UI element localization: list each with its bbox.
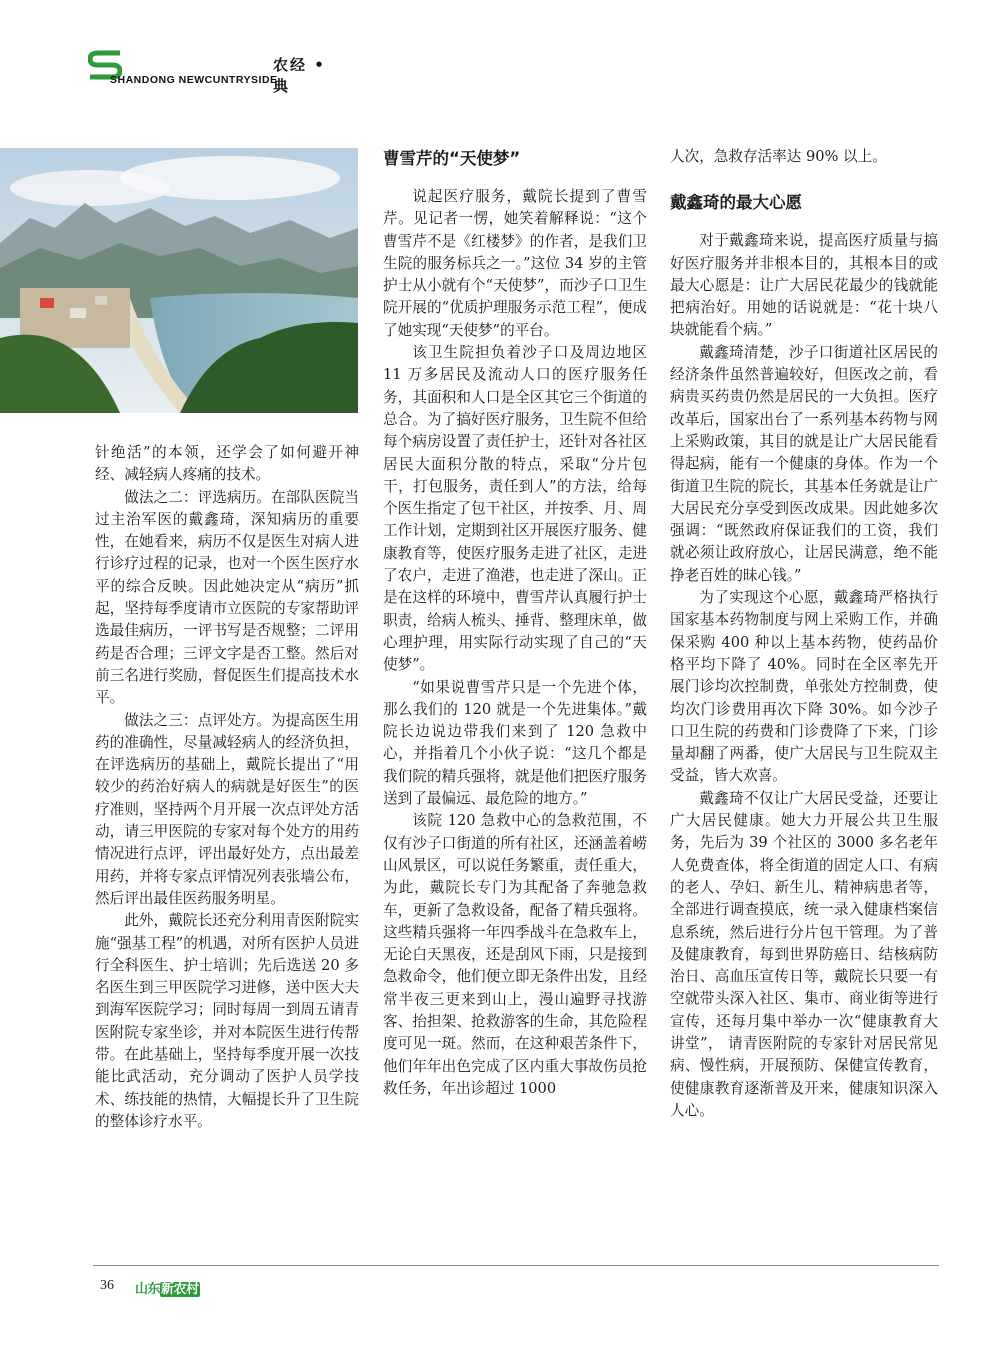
paragraph: 该卫生院担负着沙子口及周边地区 11 万多居民及流动人口的医疗服务任务，其面积和人口是全区其它三个街道的总合。为了搞好医疗服务，卫生院不但给每个病房设置了责任护士，还针对各社区居民大面积分散的特点，采取“分片包干，打包服务，责任到人”的方法，给每个医生指定了包干社区，并按季、月、周工作计划，定期到社区开展医疗服务、健康教育等，使医疗服务走进了社区，走进了农户，走进了渔港，也走进了深山。正是在这样的环境中，曹雪芹认真履行护士职责，给病人梳头、捶背、整理床单，做心理护理，用实际行动实现了自己的“天使梦”。 — [383, 344, 647, 674]
paragraph: “如果说曹雪芹只是一个先进个体，那么我们的 120 就是一个先进集体。”戴院长边说边带我们来到了 120 急救中心，并指着几个小伙子说：“这几个都是我们院的精兵强将，就是他们把医疗服务送到了最偏远、最危险的地方。” — [383, 678, 647, 808]
header-brand-text: SHANDONG NEWCUNTRYSIDE — [110, 74, 278, 86]
landscape-photo-icon — [0, 148, 358, 413]
section-heading: 曹雪芹的“天使梦” — [383, 149, 521, 168]
header-section-title: 农经 • 典 — [273, 56, 326, 95]
paragraph: 人次，急救存活率达 90% 以上。 — [670, 148, 887, 165]
paragraph: 做法之二：评选病历。在部队医院当过主治军医的戴鑫琦，深知病历的重要性，在她看来，病历不仅是医生对病人进行诊疗过程的记录，也对一个医生医疗水平的综合反映。因此她决定从“病历”抓起，坚持每季度请市立医院的专家帮助评选最佳病历，一评书写是否规整；二评用药是否合理；三评文字是否工整。然后对前三名进行奖励，督促医生们提高技术水平。 — [95, 488, 359, 707]
magazine-logo-prefix: 山东 — [135, 1282, 161, 1297]
paragraph: 戴鑫琦不仅让广大居民受益，还要让广大居民健康。她大力开展公共卫生服务，先后为 39 个社区的 3000 多名老年人免费查体，将全街道的固定人口、有病的老人、孕妇、新生儿、精神病患者等，全部进行调查摸底，统一录入健康档案信息系统，然后进行分片包干管理。为了普及健康教育，每到世界防癌日、结核病防治日、高血压宣传日等，戴院长只要一有空就带头深入社区、集市、商业街等进行宣传，还每月集中举办一次“健康教育大讲堂”， 请青医附院的专家针对居民常见病、慢性病，开展预防、保健宣传教育，使健康教育逐渐普及开来，健康知识深入人心。 — [670, 789, 938, 1119]
paragraph: 做法之三：点评处方。为提高医生用药的准确性，尽量减轻病人的经济负担，在评选病历的基础上，戴院长提出了“用较少的药治好病人的病就是好医生”的医疗准则，坚持两个月开展一次点评处方活动，请三甲医院的专家对每个处方的用药情况进行点评，评出最好处方，点出最差用药，并将专家点评情况列表张墙公布，然后评出最佳医药服务明星。 — [95, 711, 359, 907]
paragraph: 为了实现这个心愿，戴鑫琦严格执行国家基本药物制度与网上采购工作，并确保采购 400 种以上基本药物，使药品价格平均下降了 40%。同时在全区率先开展门诊均次控制费，单张处方控制费，使均次门诊费用再次下降 30%。如今沙子口卫生院的药费和门诊费降了下来，门诊量却翻了两番，使广大居民与卫生院双主受益，皆大欢喜。 — [670, 589, 938, 785]
header-logo — [88, 48, 328, 95]
paragraph: 此外，戴院长还充分利用青医附院实施“强基工程”的机遇，对所有医护人员进行全科医生、护士培训；先后选送 20 多名医生到三甲医院学习进修，送中医大夫到海军医院学习；同时每周一到周五请青医附院专家坐诊，并对本院医生进行传帮带。在此基础上，坚持每季度开展一次技能比武活动，充分调动了医护人员学技术、练技能的热情，大幅提长升了卫生院的整体诊疗水平。 — [95, 912, 359, 1130]
paragraph: 针绝活”的本领，还学会了如何避开神经、减轻病人疼痛的技术。 — [95, 444, 359, 484]
magazine-logo — [135, 1278, 200, 1297]
paragraph: 戴鑫琦清楚，沙子口街道社区居民的经济条件虽然普遍较好，但医改之前，看病贵买药贵仍然是居民的一大负担。医疗改革后，国家出台了一系列基本药物与网上采购政策，其目的就是让广大居民能看得起病，能有一个健康的身体。作为一个街道卫生院的院长，其基本任务就是让广大居民充分享受到医改成果。因此她多次强调：“既然政府保证我们的工资，我们就必须让政府放心，让居民满意，绝不能挣老百姓的昧心钱。” — [670, 343, 938, 584]
article-column-1 — [95, 442, 359, 1133]
paragraph: 说起医疗服务，戴院长提到了曹雪芹。见记者一愣，她笑着解释说：“这个曹雪芹不是《红楼梦》的作者，是我们卫生院的服务标兵之一。”这位 34 岁的主管护士从小就有个“天使梦”，而沙子口卫生院开展的“优质护理服务示范工程”，便成了她实现“天使梦”的平台。 — [383, 188, 647, 339]
article-column-2 — [383, 146, 647, 1100]
page-number: 36 — [100, 1278, 114, 1293]
paragraph: 该院 120 急救中心的急救范围，不仅有沙子口街道的所有社区，还涵盖着崂山风景区，可以说任务繁重，责任重大，为此，戴院长专门为其配备了奔驰急救车，更新了急救设备，配备了精兵强将。这些精兵强将一年四季战斗在急救车上，无论白天黑夜，还是刮风下雨，只是接到急救命令，他们便立即无条件出发，且经常半夜三更来到山上，漫山遍野寻找游客、抬担架、抢救游客的生命，其危险程度可见一斑。然而，在这种艰苦条件下，他们年年出色完成了区内重大事故伤员抢救任务，年出诊超过 1000 — [383, 812, 647, 1097]
landscape-photo — [0, 148, 358, 413]
paragraph: 对于戴鑫琦来说，提高医疗质量与搞好医疗服务并非根本目的，其根本目的或最大心愿是：让广大居民花最少的钱就能把病治好。用她的话说就是：“花十块八块就能看个病。” — [670, 232, 938, 339]
magazine-logo-box: 新农村 — [161, 1282, 199, 1297]
footer-divider — [93, 1265, 939, 1266]
article-column-3 — [670, 146, 938, 1122]
section-heading: 戴鑫琦的最大心愿 — [670, 193, 802, 213]
